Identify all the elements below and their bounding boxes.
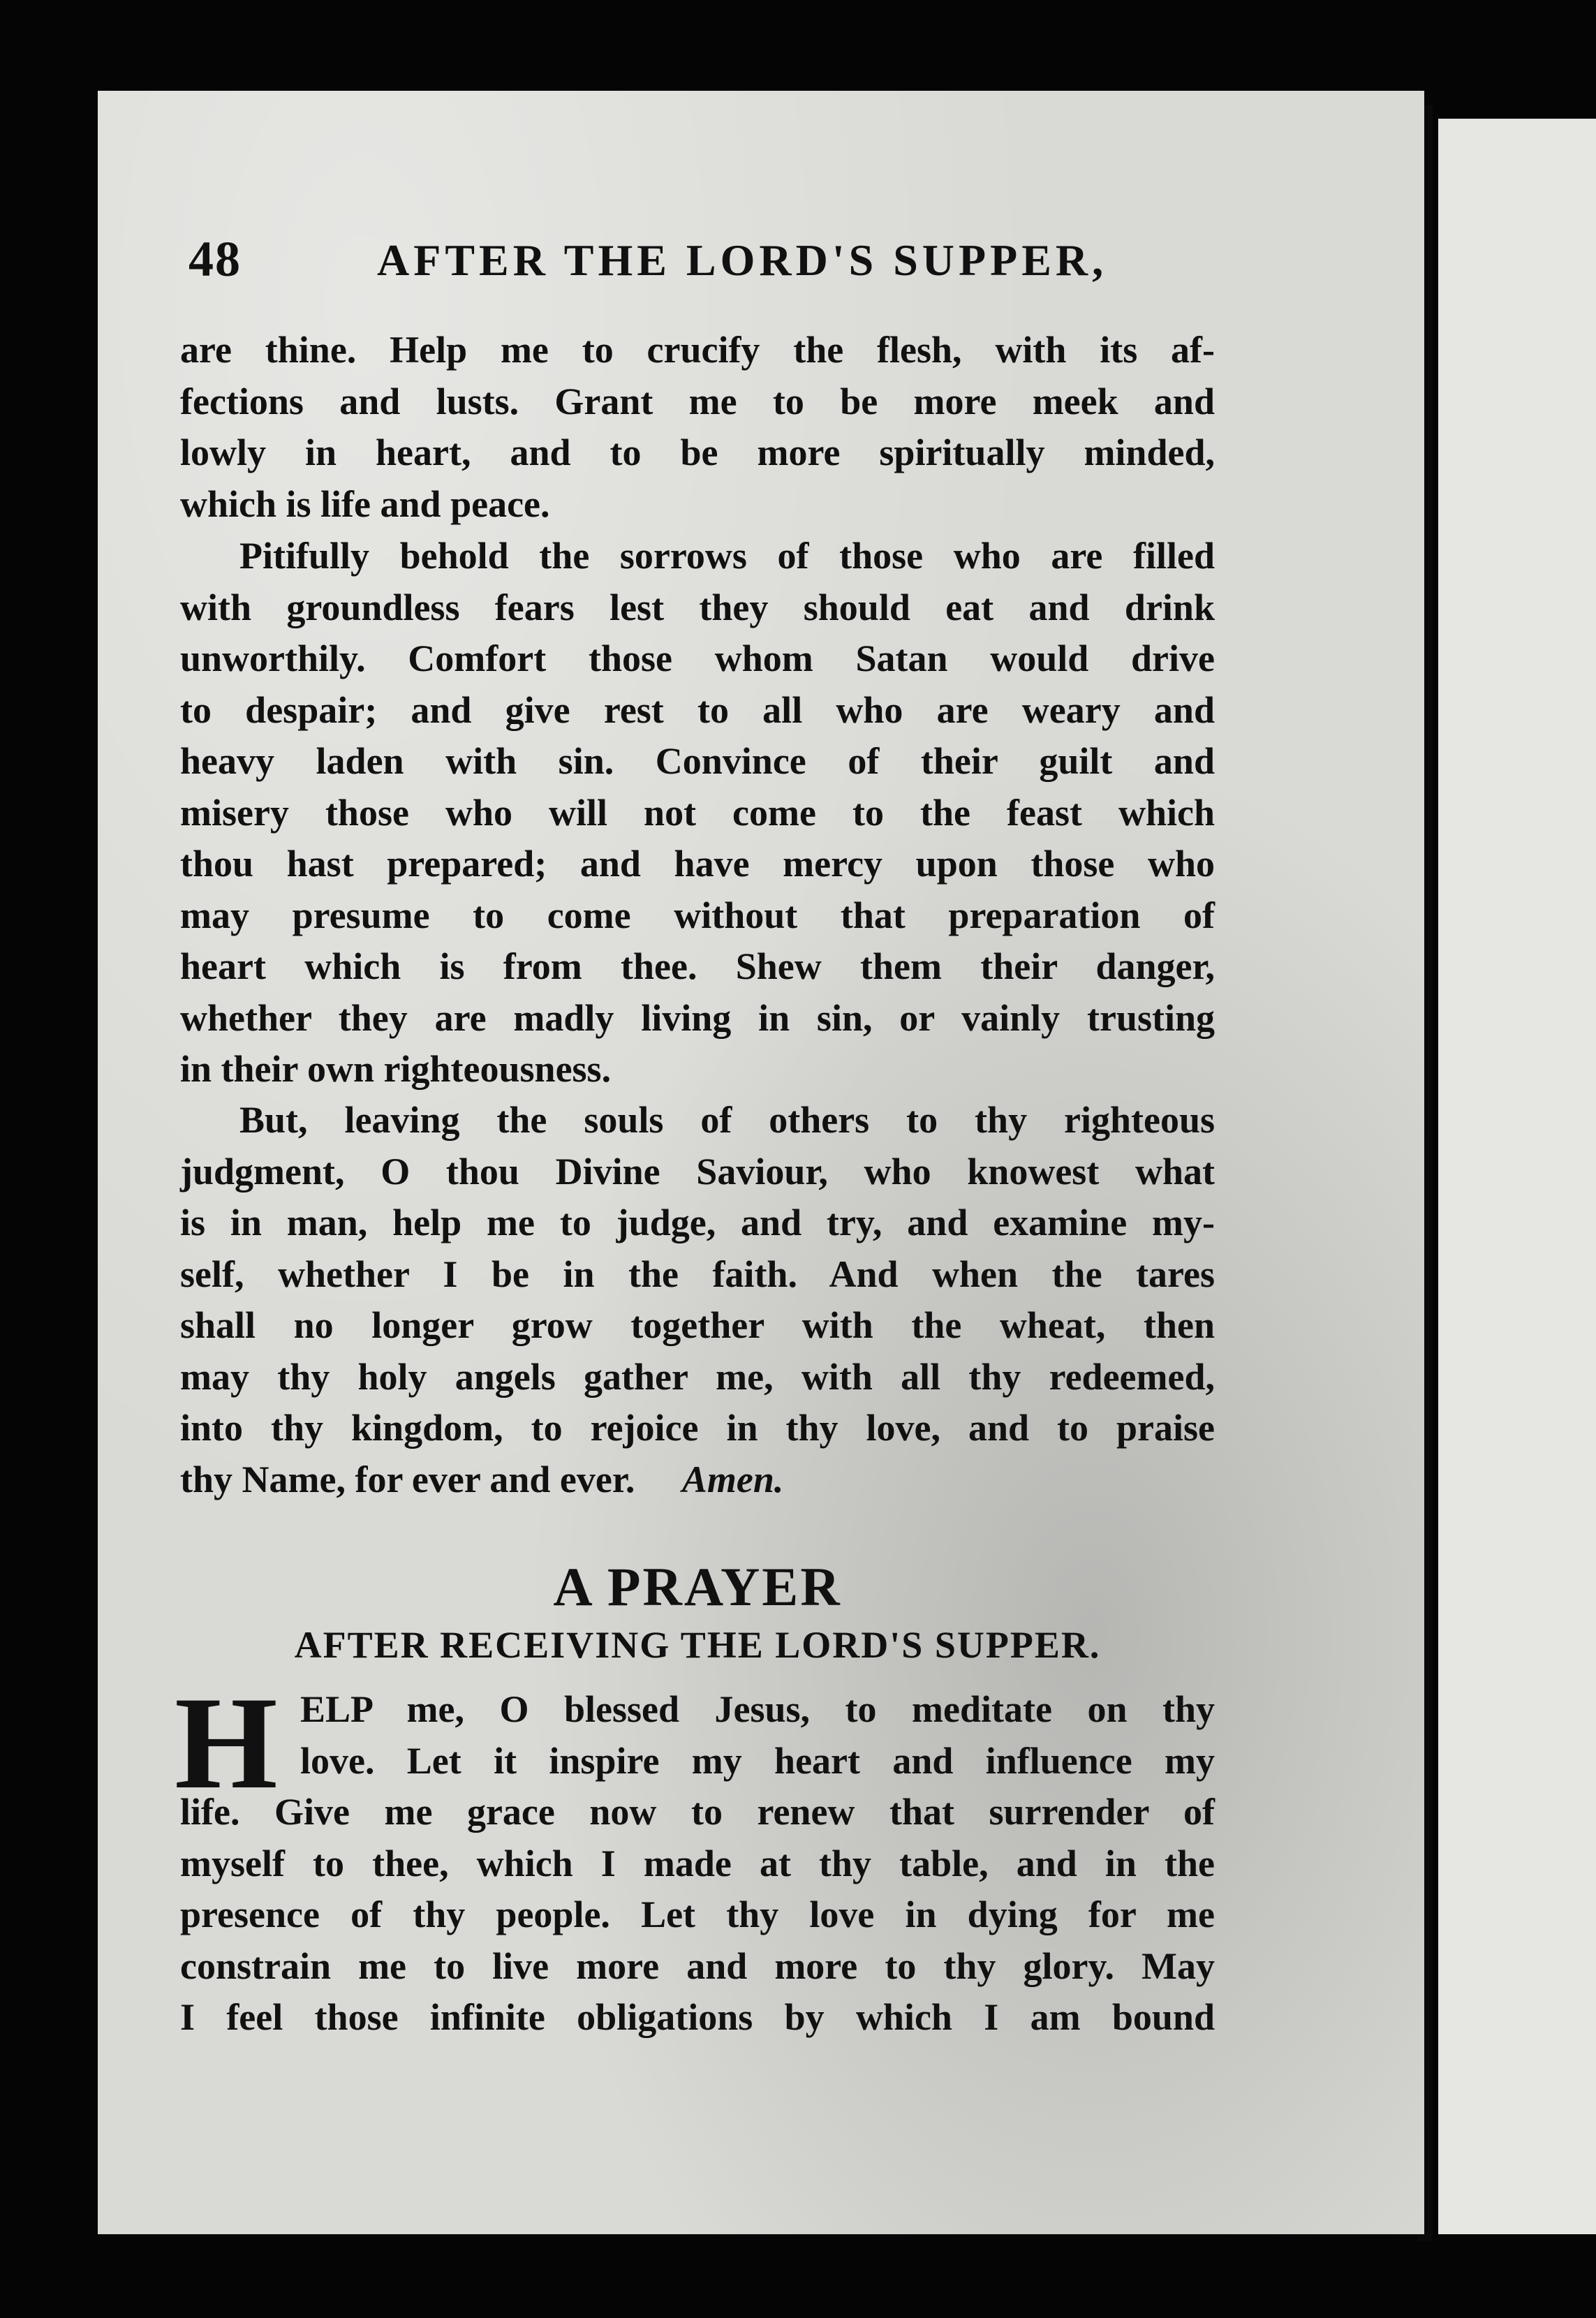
text-line: to despair; and give rest to all who are weary and <box>180 688 1215 731</box>
text-line: whether they are madly living in sin, or vainly trusting <box>180 996 1215 1039</box>
text-line: self, whether I be in the faith. And when the tares <box>180 1253 1215 1295</box>
text-line: myself to thee, which I made at thy table, and in the <box>180 1842 1215 1884</box>
text-line: which is life and peace. <box>180 482 550 525</box>
text-line: But, leaving the souls of others to thy righteous <box>239 1099 1215 1141</box>
text-line: misery those who will not come to the feast which <box>180 791 1215 834</box>
text-line: love. Let it inspire my heart and influence my <box>300 1739 1215 1782</box>
paragraph-3 <box>180 1095 1215 1505</box>
text-line: Pitifully behold the sorrows of those who are filled <box>239 535 1215 577</box>
text-line: in their own righteousness. <box>180 1048 612 1090</box>
amen-text: Amen. <box>681 1458 784 1500</box>
text-line: are thine. Help me to crucify the flesh, with its af- <box>180 329 1215 371</box>
text-line: presence of thy people. Let thy love in dying for me <box>180 1893 1215 1935</box>
text-line: heavy laden with sin. Convince of their guilt and <box>180 740 1215 782</box>
text-line: shall no longer grow together with the wheat, then <box>180 1304 1215 1346</box>
facing-page-edge <box>1438 119 1596 2234</box>
text-line: is in man, help me to judge, and try, and examine my- <box>180 1202 1215 1243</box>
prayer-title: A PRAYER <box>553 1556 842 1617</box>
paragraph-1 <box>180 325 1215 530</box>
text-line: heart which is from thee. Shew them their danger, <box>180 945 1215 987</box>
text-line: I feel those infinite obligations by which I am bound <box>180 1996 1215 2038</box>
text-line: unworthily. Comfort those whom Satan would drive <box>180 637 1215 679</box>
text-line: life. Give me grace now to renew that surrender of <box>180 1791 1215 1833</box>
text-line: into thy kingdom, to rejoice in thy love, and to praise <box>180 1407 1215 1449</box>
text-line: may thy holy angels gather me, with all thy redeemed, <box>180 1355 1215 1398</box>
text-line: fections and lusts. Grant me to be more meek and <box>180 380 1215 422</box>
text-line: judgment, O thou Divine Saviour, who knowest what <box>180 1150 1215 1193</box>
text-line: thou hast prepared; and have mercy upon those who <box>180 843 1215 885</box>
text-line: may presume to come without that preparation of <box>180 894 1215 936</box>
paragraph-2 <box>180 531 1215 1095</box>
prayer-subtitle: AFTER RECEIVING THE LORD'S SUPPER. <box>294 1624 1101 1666</box>
page-number: 48 <box>189 231 242 287</box>
closing-text: thy Name, for ever and ever. <box>180 1458 635 1500</box>
text-line: constrain me to live more and more to thy glory. May <box>180 1944 1215 1987</box>
text-line: ELP me, O blessed Jesus, to meditate on thy <box>300 1688 1215 1730</box>
prayer-text <box>180 1684 1215 2044</box>
text-line: with groundless fears lest they should eat and drink <box>180 586 1215 628</box>
text-line-last <box>180 1454 1215 1506</box>
drop-cap: H <box>175 1670 278 1817</box>
running-head: AFTER THE LORD'S SUPPER, <box>377 235 1108 285</box>
text-line: lowly in heart, and to be more spiritually minded, <box>180 431 1215 473</box>
page-header <box>189 230 1215 286</box>
